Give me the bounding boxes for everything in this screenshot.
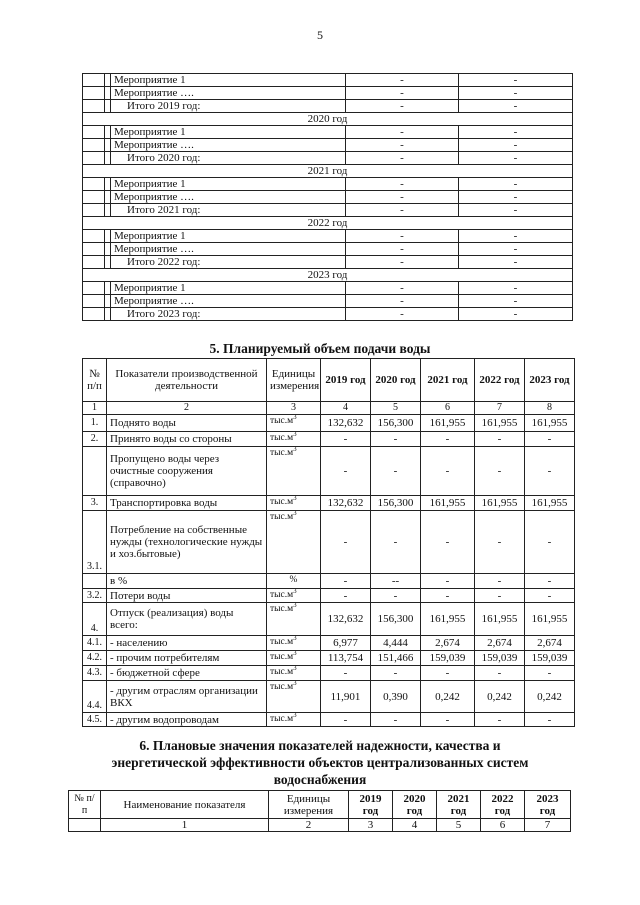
row-value: - xyxy=(321,713,371,727)
col-number: 6 xyxy=(481,819,525,832)
page-number: 5 xyxy=(317,28,323,42)
col-number: 2 xyxy=(107,402,267,415)
row-value: 2,674 xyxy=(421,636,475,651)
header-row xyxy=(69,791,571,819)
row-value: 132,632 xyxy=(321,603,371,636)
table-row xyxy=(83,511,575,574)
col-number: 6 xyxy=(421,402,475,415)
row-unit xyxy=(267,574,321,589)
event-num-cell xyxy=(83,308,105,321)
row-unit xyxy=(267,511,321,574)
row-value: 4,444 xyxy=(371,636,421,651)
event-name: Итого 2022 год: xyxy=(111,256,346,269)
row-value: - xyxy=(371,589,421,603)
table-row xyxy=(83,651,575,666)
row-value: 159,039 xyxy=(421,651,475,666)
event-value: - xyxy=(346,256,459,269)
row-value: - xyxy=(475,589,525,603)
row-indicator: - бюджетной сфере xyxy=(107,666,267,681)
row-unit xyxy=(267,496,321,511)
header-year: 2020 год xyxy=(371,359,421,402)
row-value: - xyxy=(421,432,475,447)
row-number: 4. xyxy=(83,603,107,636)
row-number xyxy=(83,447,107,496)
row-number: 4.5. xyxy=(83,713,107,727)
row-number: 3.1. xyxy=(83,511,107,574)
row-value: 159,039 xyxy=(525,651,575,666)
event-row xyxy=(83,100,573,113)
row-number: 4.3. xyxy=(83,666,107,681)
row-value: - xyxy=(421,447,475,496)
row-value: - xyxy=(321,511,371,574)
unit-base: тыс.м xyxy=(270,590,294,600)
event-row xyxy=(83,87,573,100)
event-num-cell xyxy=(83,191,105,204)
event-value: - xyxy=(459,282,573,295)
event-row xyxy=(83,204,573,217)
row-value: 6,977 xyxy=(321,636,371,651)
col-number: 7 xyxy=(475,402,525,415)
year-label: 2022 год xyxy=(83,217,573,230)
unit-sup: 3 xyxy=(293,588,297,595)
event-row xyxy=(83,152,573,165)
event-num-cell xyxy=(83,204,105,217)
unit-sup: 3 xyxy=(293,414,297,421)
row-value: 161,955 xyxy=(525,603,575,636)
event-name: Мероприятие …. xyxy=(111,191,346,204)
header-num: № п/п xyxy=(83,359,107,402)
row-value: - xyxy=(525,713,575,727)
row-value: - xyxy=(371,511,421,574)
header-year: 2020 год xyxy=(393,791,437,819)
row-value: 161,955 xyxy=(421,603,475,636)
row-unit xyxy=(267,636,321,651)
section-6-title xyxy=(0,737,640,788)
row-indicator: - населению xyxy=(107,636,267,651)
header-year: 2019 год xyxy=(321,359,371,402)
event-value: - xyxy=(459,308,573,321)
row-indicator: Пропущено воды через очистные сооружения (справочно) xyxy=(107,447,267,496)
row-value: - xyxy=(371,447,421,496)
event-name: Мероприятие 1 xyxy=(111,126,346,139)
table-row xyxy=(83,681,575,713)
row-value: 161,955 xyxy=(475,496,525,511)
row-indicator: Потребление на собственные нужды (технологические нужды и хоз.бытовые) xyxy=(107,511,267,574)
event-value: - xyxy=(346,178,459,191)
row-indicator: Поднято воды xyxy=(107,415,267,432)
year-row xyxy=(83,165,573,178)
header-year: 2022 год xyxy=(475,359,525,402)
unit-base: тыс.м xyxy=(270,637,294,647)
col-number: 4 xyxy=(393,819,437,832)
row-number: 3. xyxy=(83,496,107,511)
unit-sup: 3 xyxy=(293,431,297,438)
col-number: 3 xyxy=(349,819,393,832)
row-value: 132,632 xyxy=(321,415,371,432)
event-num-cell xyxy=(83,243,105,256)
event-name: Мероприятие …. xyxy=(111,295,346,308)
col-number: 1 xyxy=(83,402,107,415)
event-value: - xyxy=(346,139,459,152)
row-unit xyxy=(267,589,321,603)
col-number: 2 xyxy=(269,819,349,832)
row-indicator: Принято воды со стороны xyxy=(107,432,267,447)
event-value: - xyxy=(459,243,573,256)
event-name: Мероприятие …. xyxy=(111,87,346,100)
event-value: - xyxy=(459,139,573,152)
col-number: 5 xyxy=(437,819,481,832)
event-num-cell xyxy=(83,139,105,152)
event-name: Мероприятие 1 xyxy=(111,282,346,295)
row-number: 1. xyxy=(83,415,107,432)
row-value: 161,955 xyxy=(525,415,575,432)
event-value: - xyxy=(346,204,459,217)
event-value: - xyxy=(346,191,459,204)
unit-base: тыс.м xyxy=(270,652,294,662)
unit-base: тыс.м xyxy=(270,448,294,458)
row-indicator: Транспортировка воды xyxy=(107,496,267,511)
event-value: - xyxy=(459,74,573,87)
row-value: - xyxy=(321,589,371,603)
event-row xyxy=(83,282,573,295)
event-num-cell xyxy=(83,256,105,269)
row-value: 156,300 xyxy=(371,603,421,636)
event-row xyxy=(83,139,573,152)
table-row xyxy=(83,574,575,589)
year-row xyxy=(83,217,573,230)
header-unit: Единицы измерения xyxy=(269,791,349,819)
year-label: 2023 год xyxy=(83,269,573,282)
row-value: 156,300 xyxy=(371,496,421,511)
row-value: - xyxy=(475,666,525,681)
header-year: 2022 год xyxy=(481,791,525,819)
header-indicator: Показатели производственной деятельности xyxy=(107,359,267,402)
row-value: - xyxy=(525,574,575,589)
unit-sup: 3 xyxy=(293,446,297,453)
header-year: 2023 год xyxy=(525,791,571,819)
event-row xyxy=(83,256,573,269)
unit-sup: 3 xyxy=(293,602,297,609)
col-number: 1 xyxy=(101,819,269,832)
unit-sup: 3 xyxy=(293,495,297,502)
event-value: - xyxy=(459,100,573,113)
row-value: - xyxy=(475,713,525,727)
table-row xyxy=(83,496,575,511)
row-value: 156,300 xyxy=(371,415,421,432)
row-indicator: - прочим потребителям xyxy=(107,651,267,666)
unit-base: тыс.м xyxy=(270,682,294,692)
row-indicator: Отпуск (реализация) воды всего: xyxy=(107,603,267,636)
row-number: 4.2. xyxy=(83,651,107,666)
row-value: -- xyxy=(371,574,421,589)
header-year: 2019 год xyxy=(349,791,393,819)
row-indicator: - другим водопроводам xyxy=(107,713,267,727)
row-value: 161,955 xyxy=(421,496,475,511)
event-name: Мероприятие …. xyxy=(111,139,346,152)
event-row xyxy=(83,74,573,87)
unit-sup: 3 xyxy=(293,510,297,517)
col-number: 4 xyxy=(321,402,371,415)
event-num-cell xyxy=(83,100,105,113)
row-value: - xyxy=(371,666,421,681)
event-name: Итого 2019 год: xyxy=(111,100,346,113)
row-value: - xyxy=(321,447,371,496)
event-num-cell xyxy=(83,87,105,100)
event-num-cell xyxy=(83,282,105,295)
row-value: - xyxy=(421,574,475,589)
row-value: - xyxy=(525,432,575,447)
table-row xyxy=(83,447,575,496)
event-value: - xyxy=(346,100,459,113)
unit-percent: % xyxy=(289,575,298,585)
row-value: 0,390 xyxy=(371,681,421,713)
event-row xyxy=(83,308,573,321)
event-name: Итого 2023 год: xyxy=(111,308,346,321)
event-value: - xyxy=(459,178,573,191)
col-number: 3 xyxy=(267,402,321,415)
year-row xyxy=(83,269,573,282)
unit-base: тыс.м xyxy=(270,433,294,443)
row-unit xyxy=(267,713,321,727)
event-name: Мероприятие 1 xyxy=(111,178,346,191)
event-value: - xyxy=(346,126,459,139)
column-numbers-row xyxy=(83,402,575,415)
event-row xyxy=(83,295,573,308)
header-unit: Единицы измерения xyxy=(267,359,321,402)
unit-sup: 3 xyxy=(293,712,297,719)
event-value: - xyxy=(459,230,573,243)
row-value: - xyxy=(525,511,575,574)
row-value: - xyxy=(475,432,525,447)
event-num-cell xyxy=(83,295,105,308)
event-value: - xyxy=(459,256,573,269)
table-row xyxy=(83,415,575,432)
row-value: 159,039 xyxy=(475,651,525,666)
table-row xyxy=(83,636,575,651)
section-5-title: 5. Планируемый объем подачи воды xyxy=(209,341,431,356)
row-unit xyxy=(267,651,321,666)
row-unit xyxy=(267,447,321,496)
unit-sup: 3 xyxy=(293,650,297,657)
unit-base: тыс.м xyxy=(270,604,294,614)
event-name: Итого 2020 год: xyxy=(111,152,346,165)
indicators-table xyxy=(68,790,571,832)
row-value: - xyxy=(371,713,421,727)
row-number: 3.2. xyxy=(83,589,107,603)
event-num-cell xyxy=(83,178,105,191)
event-num-cell xyxy=(83,74,105,87)
header-year: 2021 год xyxy=(421,359,475,402)
row-number: 4.1. xyxy=(83,636,107,651)
row-value: - xyxy=(475,447,525,496)
table-row xyxy=(83,713,575,727)
event-row xyxy=(83,243,573,256)
event-row xyxy=(83,126,573,139)
row-number xyxy=(83,574,107,589)
row-value: - xyxy=(421,713,475,727)
header-num: № п/п xyxy=(69,791,101,819)
col-number: 8 xyxy=(525,402,575,415)
row-value: 0,242 xyxy=(421,681,475,713)
event-value: - xyxy=(346,308,459,321)
unit-base: тыс.м xyxy=(270,497,294,507)
row-value: - xyxy=(421,589,475,603)
event-row xyxy=(83,178,573,191)
row-value: - xyxy=(475,511,525,574)
unit-base: тыс.м xyxy=(270,667,294,677)
table-row xyxy=(83,666,575,681)
col-number xyxy=(69,819,101,832)
row-unit xyxy=(267,681,321,713)
event-value: - xyxy=(346,87,459,100)
event-value: - xyxy=(459,191,573,204)
event-value: - xyxy=(459,204,573,217)
row-value: 161,955 xyxy=(421,415,475,432)
event-row xyxy=(83,230,573,243)
row-value: 161,955 xyxy=(475,603,525,636)
header-year: 2023 год xyxy=(525,359,575,402)
row-value: 0,242 xyxy=(475,681,525,713)
row-value: 151,466 xyxy=(371,651,421,666)
row-value: - xyxy=(525,666,575,681)
row-unit xyxy=(267,666,321,681)
header-name: Наименование показателя xyxy=(101,791,269,819)
row-unit xyxy=(267,415,321,432)
row-value: 0,242 xyxy=(525,681,575,713)
event-value: - xyxy=(459,295,573,308)
unit-sup: 3 xyxy=(293,635,297,642)
row-unit xyxy=(267,432,321,447)
row-indicator: - другим отраслям организации ВКХ xyxy=(107,681,267,713)
col-number: 5 xyxy=(371,402,421,415)
event-value: - xyxy=(459,152,573,165)
water-supply-table xyxy=(82,358,575,727)
event-value: - xyxy=(346,295,459,308)
year-label: 2020 год xyxy=(83,113,573,126)
event-row xyxy=(83,191,573,204)
col-number: 7 xyxy=(525,819,571,832)
row-indicator: Потери воды xyxy=(107,589,267,603)
row-value: 161,955 xyxy=(475,415,525,432)
row-value: 11,901 xyxy=(321,681,371,713)
unit-sup: 3 xyxy=(293,680,297,687)
event-value: - xyxy=(346,243,459,256)
row-value: - xyxy=(321,432,371,447)
row-value: - xyxy=(321,574,371,589)
table-row xyxy=(83,589,575,603)
row-value: - xyxy=(475,574,525,589)
row-value: - xyxy=(371,432,421,447)
event-value: - xyxy=(346,74,459,87)
events-table xyxy=(82,73,573,321)
row-value: 2,674 xyxy=(525,636,575,651)
event-num-cell xyxy=(83,126,105,139)
header-row xyxy=(83,359,575,402)
row-value: 2,674 xyxy=(475,636,525,651)
year-row xyxy=(83,113,573,126)
row-unit xyxy=(267,603,321,636)
event-value: - xyxy=(346,152,459,165)
unit-base: тыс.м xyxy=(270,714,294,724)
event-num-cell xyxy=(83,230,105,243)
row-number: 4.4. xyxy=(83,681,107,713)
unit-base: тыс.м xyxy=(270,416,294,426)
event-value: - xyxy=(459,126,573,139)
section-6-title-line: энергетической эффективности объектов централизованных систем xyxy=(111,755,529,770)
event-name: Мероприятие 1 xyxy=(111,74,346,87)
event-value: - xyxy=(346,230,459,243)
event-name: Итого 2021 год: xyxy=(111,204,346,217)
table-row xyxy=(83,432,575,447)
event-value: - xyxy=(459,87,573,100)
event-name: Мероприятие 1 xyxy=(111,230,346,243)
header-year: 2021 год xyxy=(437,791,481,819)
row-number: 2. xyxy=(83,432,107,447)
table-row xyxy=(83,603,575,636)
row-value: 113,754 xyxy=(321,651,371,666)
row-value: 161,955 xyxy=(525,496,575,511)
section-6-title-line: 6. Плановые значения показателей надежности, качества и xyxy=(139,738,501,753)
unit-sup: 3 xyxy=(293,665,297,672)
row-value: - xyxy=(421,511,475,574)
year-label: 2021 год xyxy=(83,165,573,178)
row-value: 132,632 xyxy=(321,496,371,511)
row-indicator: в % xyxy=(107,574,267,589)
unit-base: тыс.м xyxy=(270,512,294,522)
event-value: - xyxy=(346,282,459,295)
event-num-cell xyxy=(83,152,105,165)
row-value: - xyxy=(525,589,575,603)
section-6-title-line: водоснабжения xyxy=(273,772,367,787)
row-value: - xyxy=(421,666,475,681)
row-value: - xyxy=(321,666,371,681)
row-value: - xyxy=(525,447,575,496)
column-numbers-row xyxy=(69,819,571,832)
event-name: Мероприятие …. xyxy=(111,243,346,256)
